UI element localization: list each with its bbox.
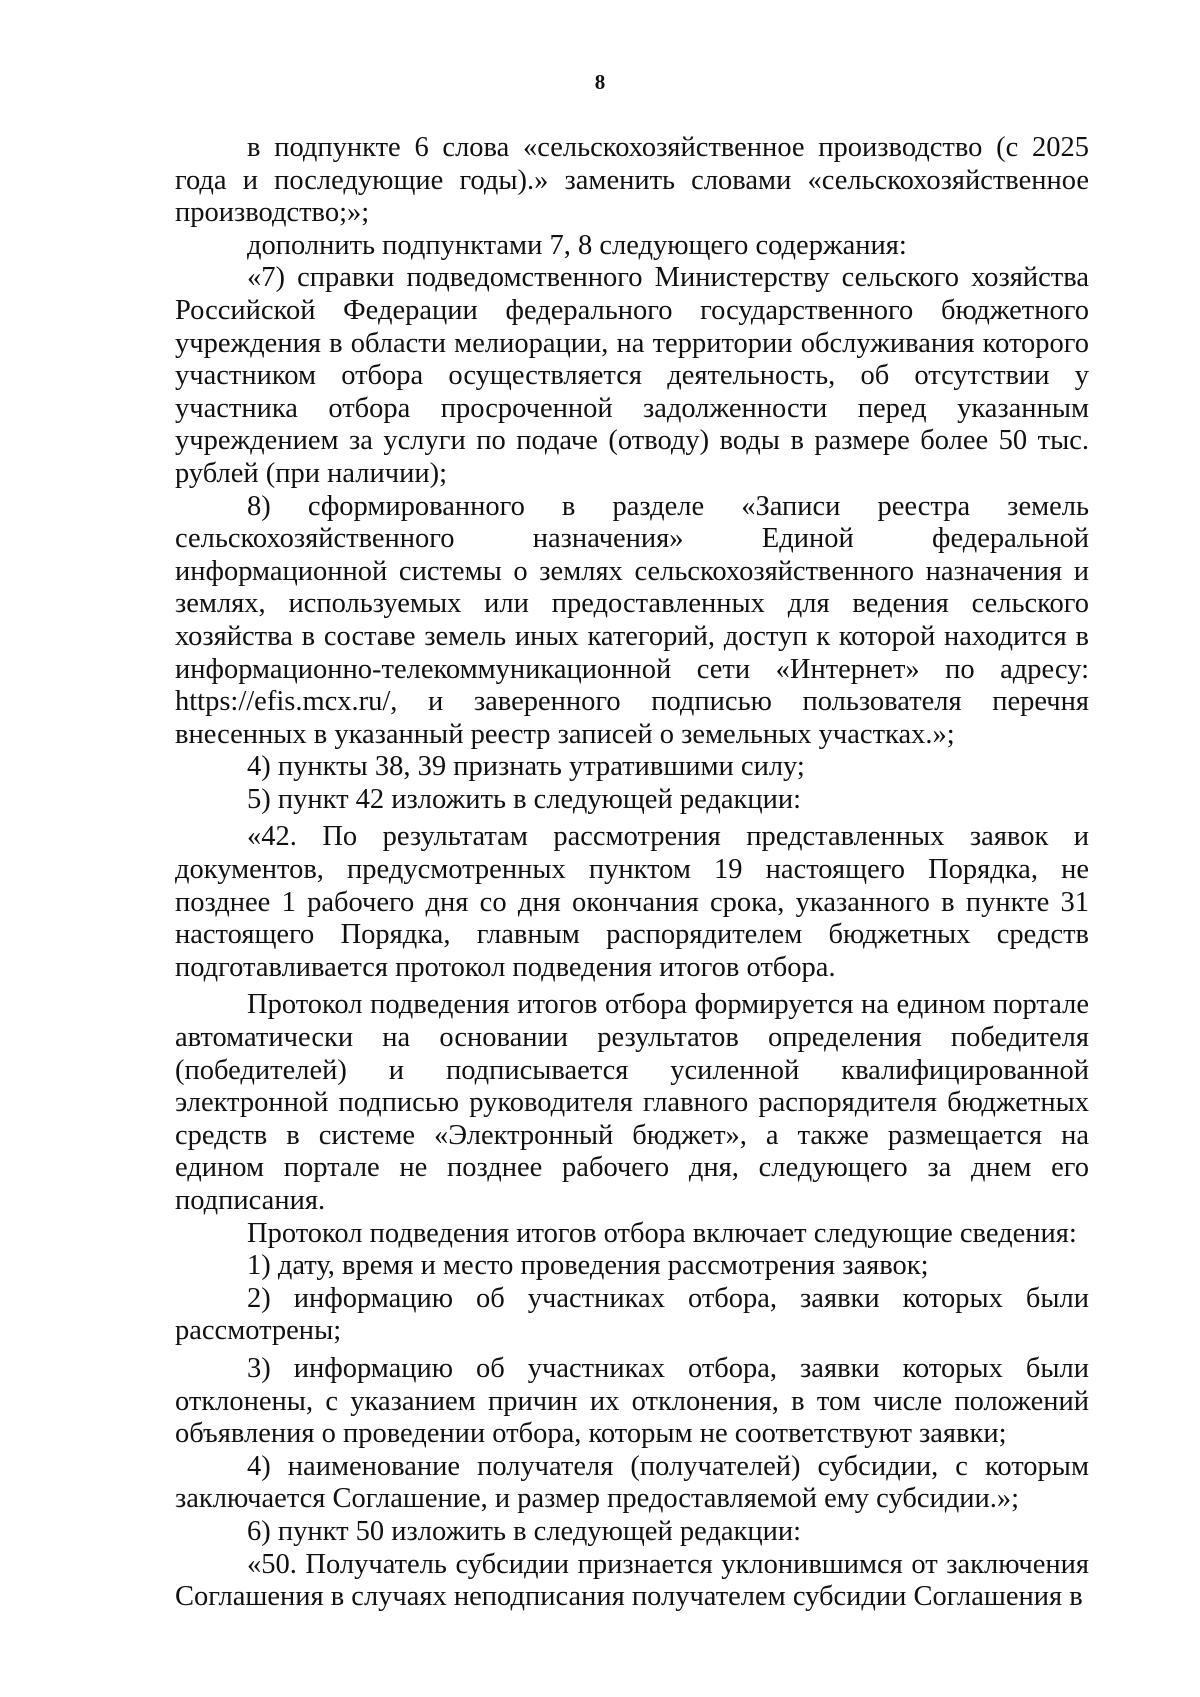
- paragraph-subpoint-8: 8) сформированного в разделе «Записи реестра земель сельскохозяйственного назначения» Единой федеральной информационной системы о землях сельскохозяйственного назначения и землях, используемых или предоставленных для ведения сельского хозяйства в составе земель иных категорий, доступ к которой находится в информационно-телекоммуникационной сети «Интернет» по адресу: https://efis.mcx.ru/, и заверенного подписью пользователя перечня внесенных в указанный реестр записей о земельных участках.»;: [175, 490, 1089, 750]
- paragraph-point-42: «42. По результатам рассмотрения представленных заявок и документов, предусмотренных пунктом 19 настоящего Порядка, не позднее 1 рабочего дня со дня окончания срока, указанного в пункте 31 настоящего Порядка, главным распорядителем бюджетных средств подготавливается протокол подведения итогов отбора.: [175, 821, 1089, 983]
- paragraph-add-subpoints: дополнить подпунктами 7, 8 следующего содержания:: [247, 229, 907, 261]
- paragraph-item-4: 4) пункты 38, 39 признать утратившими силу;: [247, 751, 805, 783]
- paragraph-subpoint-7: «7) справки подведомственного Министерству сельского хозяйства Российской Федерации федерального государственного бюджетного учреждения в области мелиорации, на территории обслуживания которого участником отбора осуществляется деятельность, об отсутствии у участника отбора просроченной задолженности перед указанным учреждением за услуги по подаче (отводу) воды в размере более 50 тыс. рублей (при наличии);: [175, 262, 1089, 489]
- paragraph-item-6: 6) пункт 50 изложить в следующей редакции:: [247, 1515, 802, 1547]
- paragraph-subpoint-6-replacement: в подпункте 6 слова «сельскохозяйственное производство (с 2025 года и последующие годы).» заменить словами «сельскохозяйственное производство;»;: [175, 132, 1089, 229]
- paragraph-point-50: «50. Получатель субсидии признается уклонившимся от заключения Соглашения в случаях неподписания получателем субсидии Соглашения в: [175, 1548, 1089, 1613]
- page-number: 8: [594, 70, 606, 94]
- list-item-4: 4) наименование получателя (получателей) субсидии, с которым заключается Соглашение, и размер предоставляемой ему субсидии.»;: [175, 1450, 1089, 1515]
- paragraph-protocol-formation: Протокол подведения итогов отбора формируется на едином портале автоматически на основании результатов определения победителя (победителей) и подписывается усиленной квалифицированной электронной подписью руководителя главного распорядителя бюджетных средств в системе «Электронный бюджет», а также размещается на едином портале не позднее рабочего дня, следующего за днем его подписания.: [175, 989, 1089, 1216]
- list-item-3: 3) информацию об участниках отбора, заявки которых были отклонены, с указанием причин их отклонения, в том числе положений объявления о проведении отбора, которым не соответствуют заявки;: [175, 1352, 1089, 1450]
- paragraph-item-5: 5) пункт 42 изложить в следующей редакции:: [247, 783, 802, 815]
- list-item-2: 2) информацию об участниках отбора, заявки которых были рассмотрены;: [175, 1282, 1089, 1347]
- paragraph-protocol-contents: Протокол подведения итогов отбора включает следующие сведения:: [247, 1217, 1077, 1249]
- document-body: [175, 132, 1089, 1614]
- list-item-1: 1) дату, время и место проведения рассмотрения заявок;: [247, 1250, 929, 1282]
